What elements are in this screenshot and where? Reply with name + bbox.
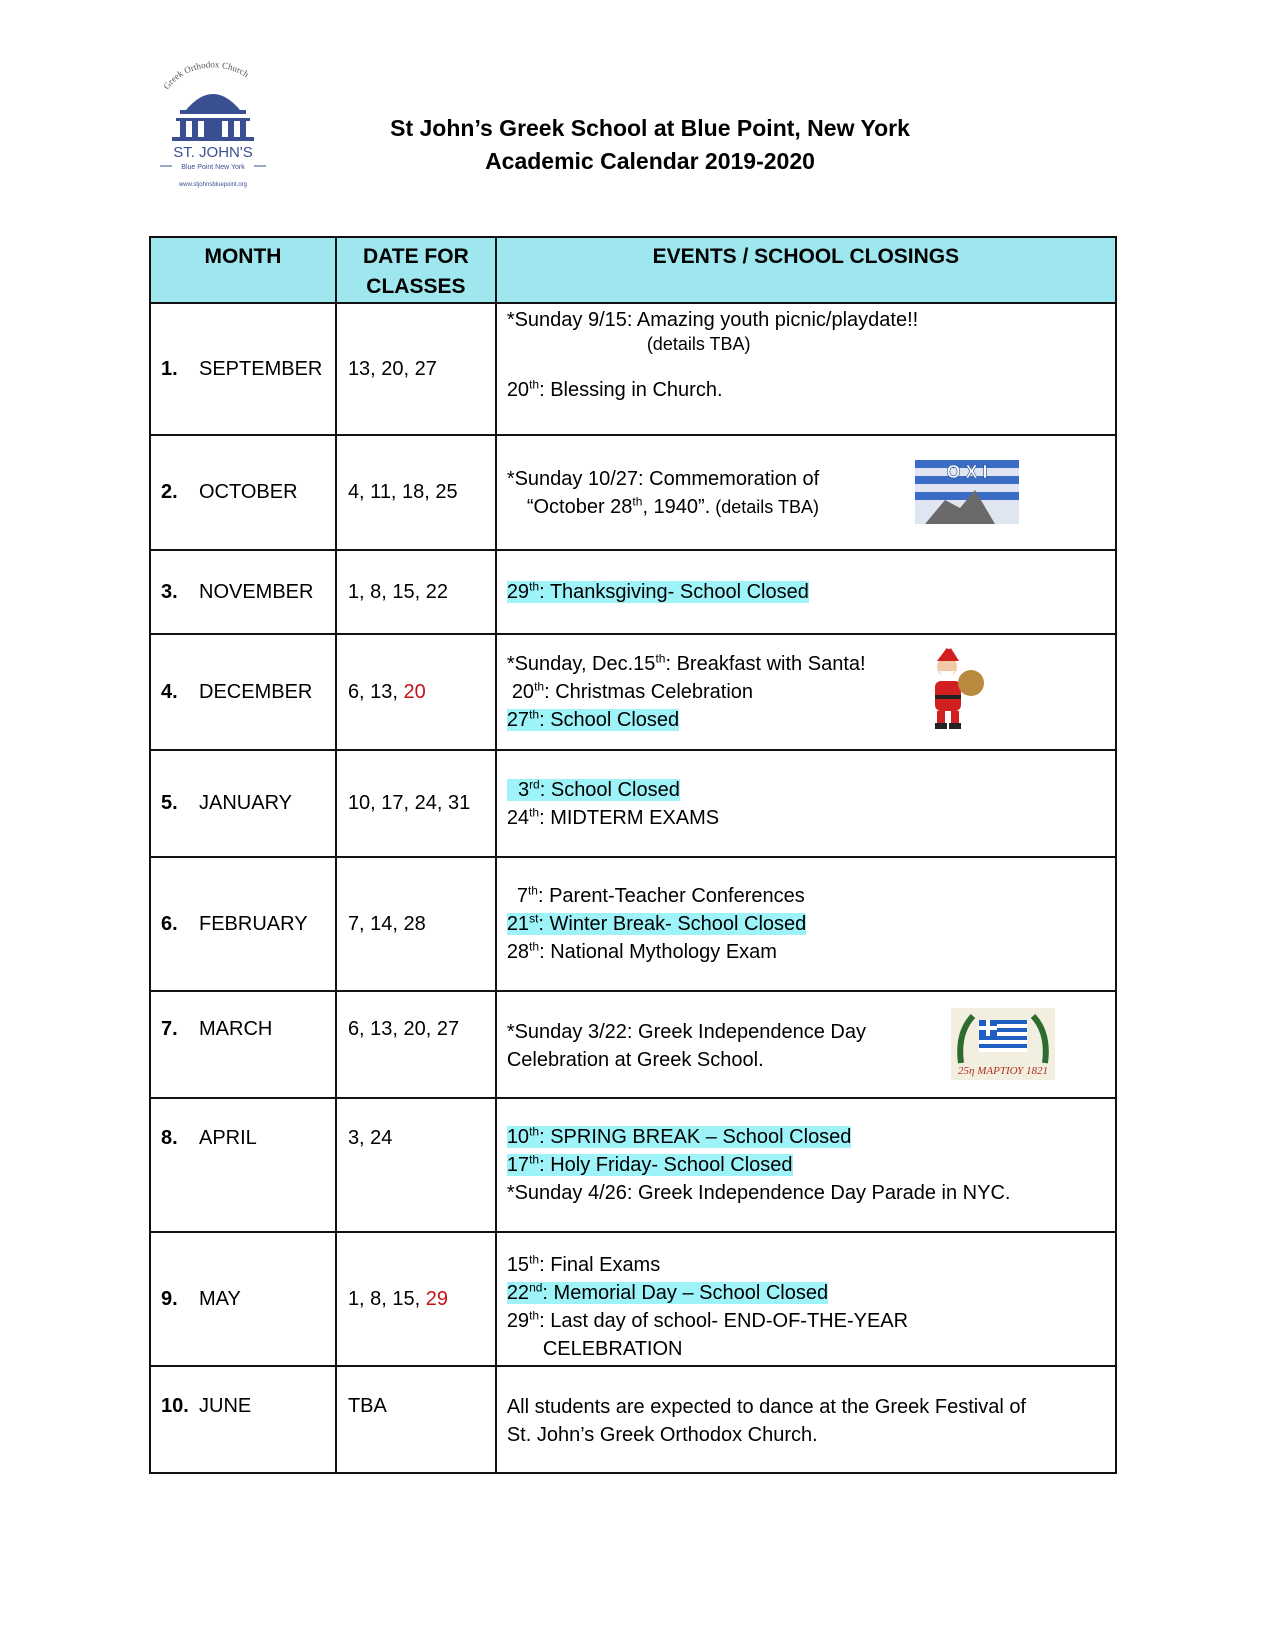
event-line: (details TBA) — [646, 334, 751, 354]
month-cell: 4. DECEMBER — [150, 634, 336, 750]
dates-cell: 3, 24 — [336, 1098, 496, 1232]
event-line: 20th: Blessing in Church. — [506, 377, 723, 401]
event-line — [507, 776, 1115, 804]
closure-highlight: 10th: SPRING BREAK – School Closed — [506, 1124, 852, 1148]
event-line — [507, 706, 1115, 734]
event-line: “October 28th, 1940”. (details TBA) — [526, 493, 819, 518]
events-cell — [496, 991, 1116, 1098]
dates-cell: 13, 20, 27 — [336, 303, 496, 435]
logo-name: ST. JOHN'S — [173, 144, 253, 161]
dates-cell: 7, 14, 28 — [336, 857, 496, 991]
dates-cell: 4, 11, 18, 25 — [336, 435, 496, 550]
month-cell: 8. APRIL — [150, 1098, 336, 1232]
event-line: *Sunday 10/27: Commemoration of — [506, 467, 820, 490]
dates-cell: 1, 8, 15, 29 — [336, 1232, 496, 1366]
events-cell — [496, 435, 1116, 550]
event-line: CELEBRATION — [542, 1338, 683, 1360]
event-line: 15th: Final Exams — [506, 1252, 661, 1276]
event-line: All students are expected to dance at the Greek Festival of — [506, 1396, 1026, 1418]
title-line-1: St John’s Greek School at Blue Point, New York — [390, 115, 910, 141]
month-cell: 10. JUNE — [150, 1366, 336, 1473]
event-line: 29th: Last day of school- END-OF-THE-YEAR — [506, 1308, 909, 1332]
table-row — [150, 1366, 1116, 1473]
month-cell: 9. MAY — [150, 1232, 336, 1366]
event-line: *Sunday 4/26: Greek Independence Day Parade in NYC. — [506, 1182, 1011, 1204]
events-cell — [496, 550, 1116, 634]
page-title — [300, 112, 1000, 178]
table-row — [150, 1232, 1116, 1366]
event-line: 28th: National Mythology Exam — [506, 939, 777, 963]
dates-cell: 6, 13, 20 — [336, 634, 496, 750]
events-cell — [496, 303, 1116, 435]
closure-highlight: 22nd: Memorial Day – School Closed — [506, 1280, 829, 1304]
month-cell: 2. OCTOBER — [150, 435, 336, 550]
dates-cell: TBA — [336, 1366, 496, 1473]
title-line-2: Academic Calendar 2019-2020 — [485, 148, 815, 174]
event-line: 24th: MIDTERM EXAMS — [506, 804, 720, 829]
event-line — [507, 1151, 1115, 1179]
greek-flag-wreath-image — [951, 1008, 1055, 1080]
event-line: *Sunday, Dec.15th: Breakfast with Santa! — [506, 651, 866, 675]
month-cell: 5. JANUARY — [150, 750, 336, 857]
event-line: *Sunday 3/22: Greek Independence Day — [506, 1021, 866, 1043]
svg-text:O X I: O X I — [946, 462, 988, 482]
dates-cell: 10, 17, 24, 31 — [336, 750, 496, 857]
event-line: 7th: Parent-Teacher Conferences — [516, 883, 805, 907]
table-row — [150, 303, 1116, 435]
table-header-row — [150, 237, 1116, 303]
oxi-flag-image — [915, 460, 1019, 524]
events-cell — [496, 750, 1116, 857]
events-cell — [496, 634, 1116, 750]
events-cell — [496, 1232, 1116, 1366]
table-row — [150, 857, 1116, 991]
dates-cell: 1, 8, 15, 22 — [336, 550, 496, 634]
closure-highlight: 17th: Holy Friday- School Closed — [506, 1152, 793, 1176]
event-line: St. John’s Greek Orthodox Church. — [506, 1424, 818, 1446]
event-line: 20th: Christmas Celebration — [511, 679, 754, 703]
closure-highlight: 3rd: School Closed — [507, 779, 680, 801]
table-row — [150, 1098, 1116, 1232]
santa-icon — [917, 643, 987, 731]
month-cell: 6. FEBRUARY — [150, 857, 336, 991]
table-row — [150, 634, 1116, 750]
event-line: *Sunday 9/15: Amazing youth picnic/playdate!! — [506, 309, 919, 331]
event-line — [507, 1123, 1115, 1151]
calendar-table — [149, 236, 1117, 1474]
svg-text:25η ΜΑΡΤΙΟΥ 1821: 25η ΜΑΡΤΙΟΥ 1821 — [957, 1065, 1048, 1077]
table-row — [150, 435, 1116, 550]
table-row — [150, 550, 1116, 634]
event-line — [507, 910, 1115, 938]
events-cell — [496, 857, 1116, 991]
header-events: EVENTS / SCHOOL CLOSINGS — [496, 237, 1116, 303]
closure-highlight: 27th: School Closed — [506, 707, 680, 731]
table-row — [150, 750, 1116, 857]
logo-url: www.stjohnsbluepoint.org — [178, 182, 248, 188]
closure-highlight: 21st: Winter Break- School Closed — [506, 911, 807, 935]
logo-arc-text: Greek Orthodox Church — [161, 59, 251, 92]
dates-cell: 6, 13, 20, 27 — [336, 991, 496, 1098]
events-cell — [496, 1366, 1116, 1473]
events-cell — [496, 1098, 1116, 1232]
month-cell: 7. MARCH — [150, 991, 336, 1098]
table-row — [150, 991, 1116, 1098]
svg-text:Greek Orthodox Church — [161, 59, 251, 91]
month-cell: 3. NOVEMBER — [150, 550, 336, 634]
church-logo — [150, 48, 280, 193]
event-line — [507, 1279, 1115, 1307]
header-month: MONTH — [150, 237, 336, 303]
logo-location: Blue Point New York — [181, 164, 245, 171]
event-line: Celebration at Greek School. — [506, 1049, 764, 1071]
closure-highlight: 29th: Thanksgiving- School Closed — [506, 579, 809, 603]
header-dates: DATE FOR CLASSES — [336, 237, 496, 303]
month-cell: 1. SEPTEMBER — [150, 303, 336, 435]
